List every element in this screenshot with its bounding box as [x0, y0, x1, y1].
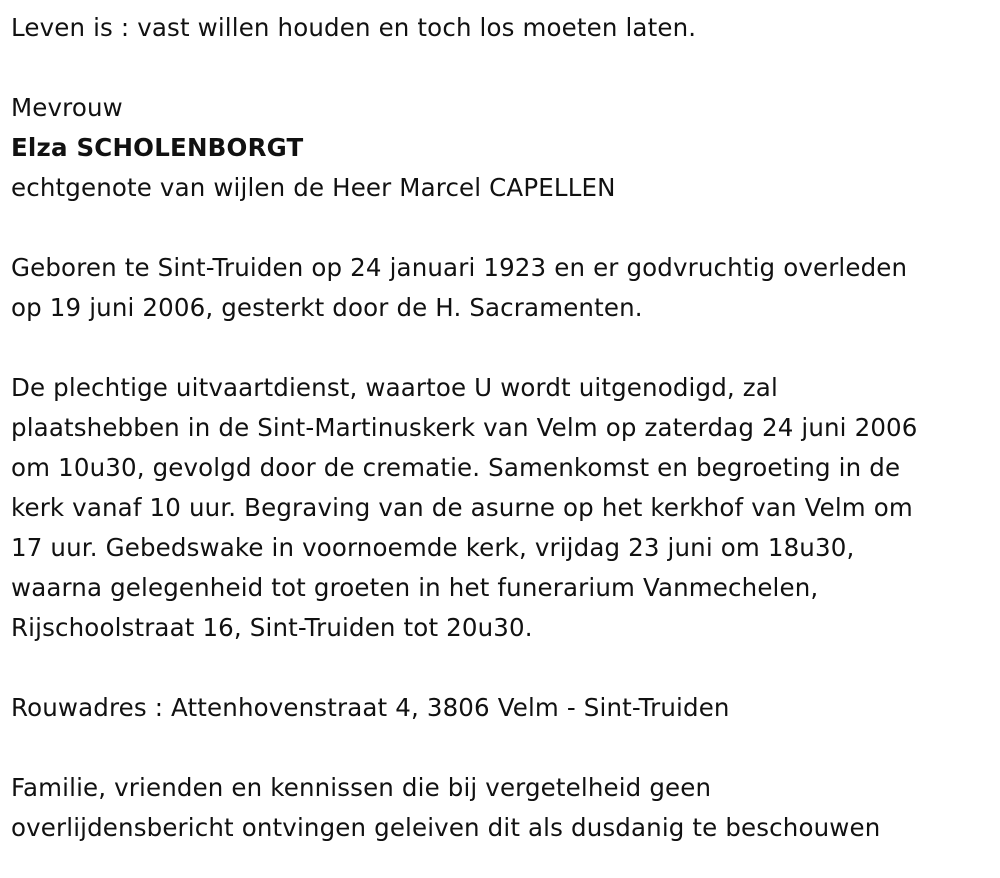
- motto: Leven is : vast willen houden en toch los moeten laten.: [11, 13, 697, 42]
- ceremony-line: kerk vanaf 10 uur. Begraving van de asurne op het kerkhof van Velm om: [11, 493, 913, 522]
- ceremony-line: waarna gelegenheid tot groeten in het funerarium Vanmechelen,: [11, 573, 819, 602]
- spacer: [11, 328, 1000, 368]
- ceremony-line: De plechtige uitvaartdienst, waartoe U wordt uitgenodigd, zal: [11, 373, 778, 402]
- closing-line: overlijdensbericht ontvingen geleiven dit als dusdanig te beschouwen: [11, 813, 881, 842]
- spacer: [11, 208, 1000, 248]
- mourning-address: Rouwadres : Attenhovenstraat 4, 3806 Velm - Sint-Truiden: [11, 693, 730, 722]
- salutation: Mevrouw: [11, 93, 123, 122]
- relation: echtgenote van wijlen de Heer Marcel CAPELLEN: [11, 173, 616, 202]
- closing-line: Familie, vrienden en kennissen die bij vergetelheid geen: [11, 773, 712, 802]
- ceremony-line: plaatshebben in de Sint-Martinuskerk van Velm op zaterdag 24 juni 2006: [11, 413, 918, 442]
- ceremony-line: 17 uur. Gebedswake in voornoemde kerk, vrijdag 23 juni om 18u30,: [11, 533, 855, 562]
- ceremony-paragraph: [11, 368, 1000, 648]
- birth-death-paragraph: [11, 248, 1000, 328]
- birth-death-line: op 19 juni 2006, gesterkt door de H. Sacramenten.: [11, 293, 643, 322]
- ceremony-line: om 10u30, gevolgd door de crematie. Samenkomst en begroeting in de: [11, 453, 901, 482]
- birth-death-line: Geboren te Sint-Truiden op 24 januari 1923 en er godvruchtig overleden: [11, 253, 908, 282]
- closing-paragraph: [11, 768, 1000, 848]
- deceased-name: Elza SCHOLENBORGT: [11, 133, 304, 162]
- spacer: [11, 728, 1000, 768]
- spacer: [11, 648, 1000, 688]
- ceremony-line: Rijschoolstraat 16, Sint-Truiden tot 20u30.: [11, 613, 533, 642]
- spacer: [11, 48, 1000, 88]
